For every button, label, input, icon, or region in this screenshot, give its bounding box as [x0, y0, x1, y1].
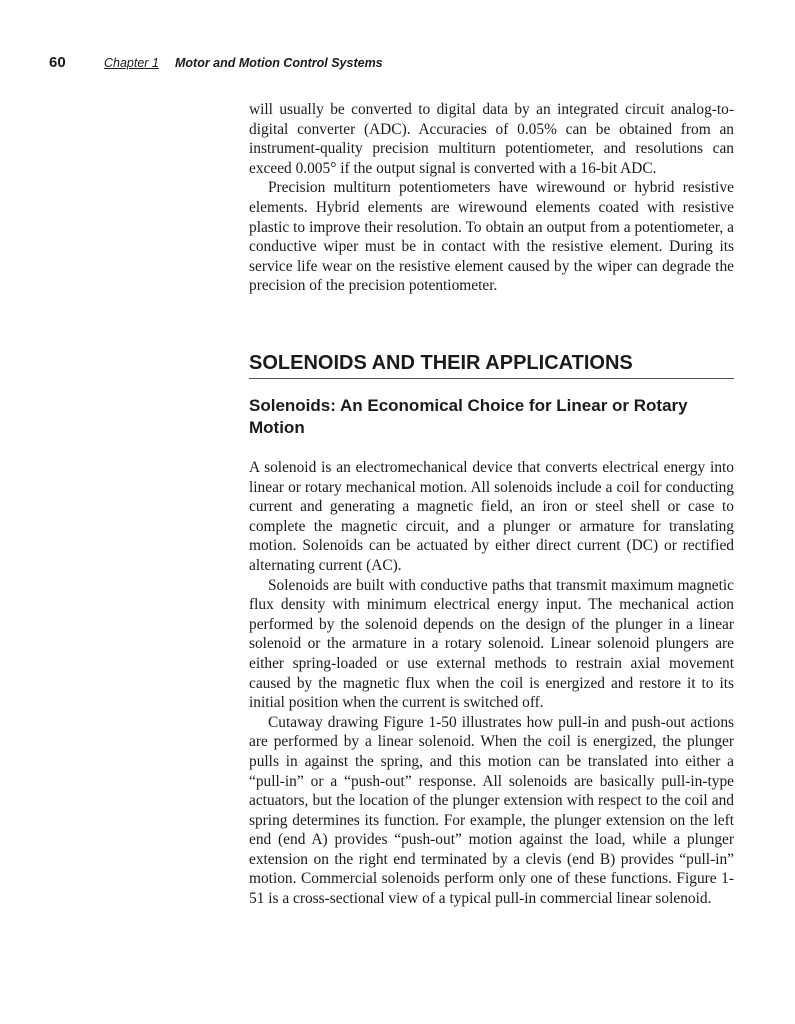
- paragraph: A solenoid is an electromechanical device that converts electrical energy into linear or rotary mechanical motion. All solenoids include a coil for conducting current and generating a magnetic field, an iron or steel shell or case to complete the magnetic circuit, and a plunger or armature for translating motion. Solenoids can be actuated by either direct current (DC) or rectified alternating current (AC).: [249, 459, 734, 574]
- page-number: 60: [49, 54, 66, 71]
- section-heading: SOLENOIDS AND THEIR APPLICATIONS: [249, 350, 734, 379]
- paragraph: will usually be converted to digital data by an integrated circuit analog-to-digital converter (ADC). Accuracies of 0.05% can be obtained from an instrument-quality precision multiturn potentiometer, and resolutions can exceed 0.005° if the output signal is converted with a 16-bit ADC.: [249, 101, 734, 177]
- chapter-label: Chapter 1: [104, 56, 159, 70]
- paragraph: Precision multiturn potentiometers have wirewound or hybrid resistive elements. Hybrid elements are wirewound elements coated with resistive plastic to improve their resolution. To obtain an output from a potentiometer, a conductive wiper must be in contact with the resistive element. During its service life wear on the resistive element caused by the wiper can degrade the precision of the precision potentiometer.: [249, 179, 734, 295]
- running-header: [49, 54, 735, 76]
- intro-text-block: [249, 100, 734, 296]
- main-text-block: [249, 458, 734, 909]
- paragraph: Solenoids are built with conductive paths that transmit maximum magnetic flux density with minimum electrical energy input. The mechanical action performed by the solenoid depends on the design of the plunger in a linear solenoid or the armature in a rotary solenoid. Linear solenoid plungers are either spring-loaded or use external methods to restrain axial movement caused by the magnetic flux when the coil is energized and restore it to its initial position when the current is switched off.: [249, 576, 734, 712]
- paragraph: Cutaway drawing Figure 1-50 illustrates how pull-in and push-out actions are performed by a linear solenoid. When the coil is energized, the plunger pulls in against the spring, and this motion can be translated into either a “pull-in” or a “push-out” response. All solenoids are basically pull-in-type actuators, but the location of the plunger extension with respect to the coil and spring determines its function. For example, the plunger extension on the left end (end A) provides “push-out” motion against the load, while a plunger extension on the right end terminated by a clevis (end B) provides “pull-in” motion. Commercial solenoids perform only one of these functions. Figure 1-51 is a cross-sectional view of a typical pull-in commercial linear solenoid.: [249, 713, 734, 908]
- subsection-heading: Solenoids: An Economical Choice for Linear or Rotary Motion: [249, 396, 688, 437]
- chapter-title: Motor and Motion Control Systems: [175, 56, 383, 70]
